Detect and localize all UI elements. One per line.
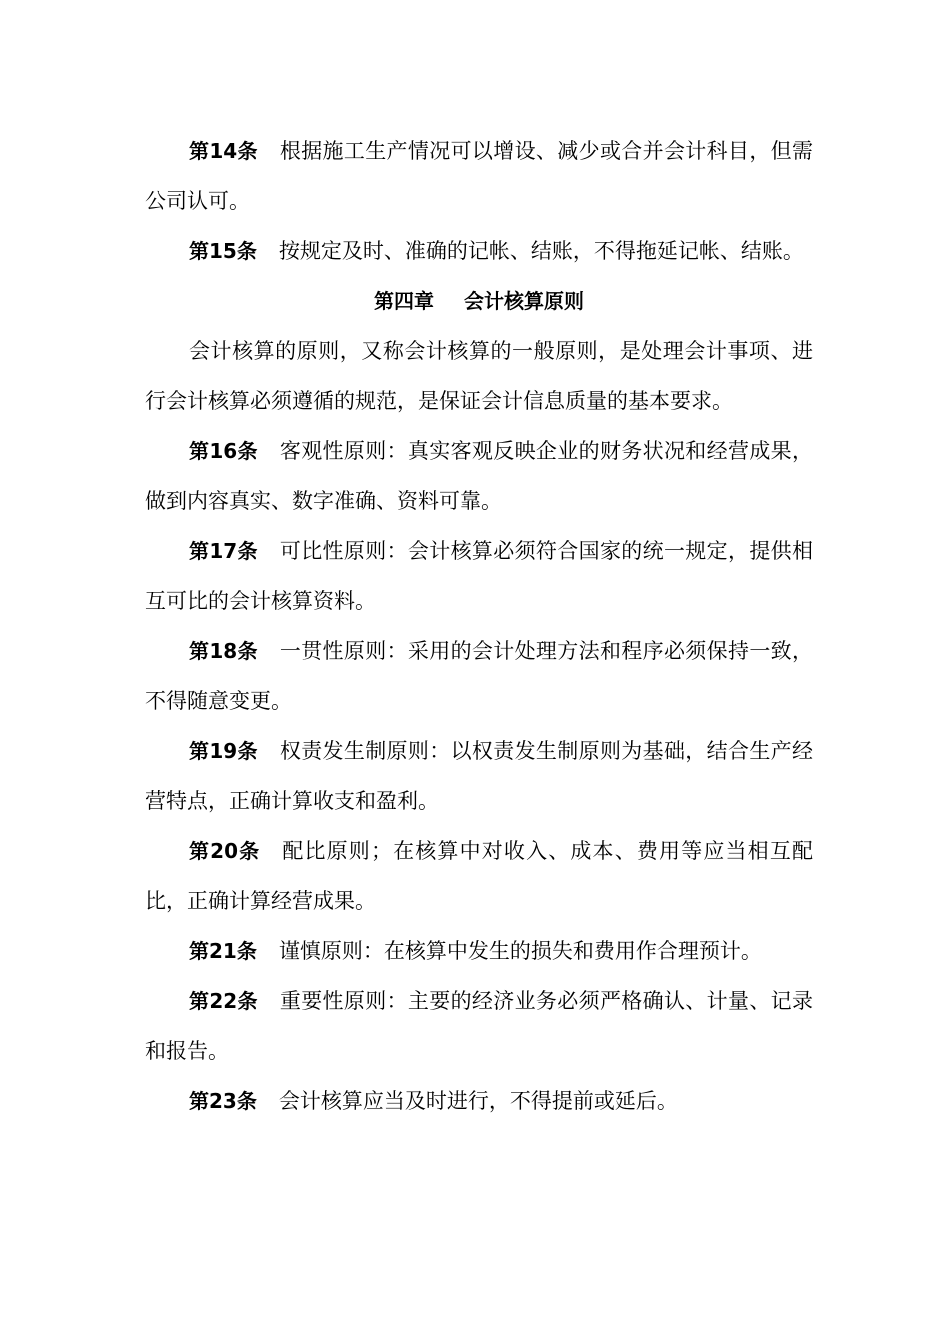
article-text: 重要性原则：主要的经济业务必须严格确认、计量、记录和报告。 [145, 989, 813, 1063]
article-text: 根据施工生产情况可以增设、减少或合并会计科目，但需公司认可。 [145, 139, 813, 213]
article-14-paragraph [145, 126, 813, 226]
chapter-intro-paragraph: 会计核算的原则，又称会计核算的一般原则，是处理会计事项、进行会计核算必须遵循的规范，是保证会计信息质量的基本要求。 [145, 339, 813, 413]
article-number: 第16条 [189, 439, 258, 463]
article-text: 客观性原则：真实客观反映企业的财务状况和经营成果，做到内容真实、数字准确、资料可靠。 [145, 439, 813, 513]
document-body [145, 126, 813, 1126]
article-number: 第22条 [189, 989, 258, 1013]
article-text: 权责发生制原则：以权责发生制原则为基础，结合生产经营特点，正确计算收支和盈利。 [145, 739, 813, 813]
chapter-title: 会计核算原则 [464, 289, 584, 313]
article-number: 第21条 [189, 939, 257, 963]
article-number: 第23条 [189, 1089, 257, 1113]
article-20-paragraph [145, 826, 813, 926]
article-number: 第15条 [189, 239, 257, 263]
article-16-paragraph [145, 426, 813, 526]
article-17-paragraph [145, 526, 813, 626]
chapter-number: 第四章 [374, 289, 434, 313]
article-text: 会计核算应当及时进行，不得提前或延后。 [278, 1089, 678, 1113]
article-text: 谨慎原则：在核算中发生的损失和费用作合理预计。 [278, 939, 762, 963]
article-21-paragraph [145, 926, 813, 976]
article-number: 第20条 [189, 839, 261, 863]
article-23-paragraph [145, 1076, 813, 1126]
article-text: 一贯性原则：采用的会计处理方法和程序必须保持一致，不得随意变更。 [145, 639, 813, 713]
article-number: 第17条 [189, 539, 258, 563]
article-19-paragraph [145, 726, 813, 826]
article-18-paragraph [145, 626, 813, 726]
article-22-paragraph [145, 976, 813, 1076]
chapter-heading [145, 276, 813, 326]
article-number: 第18条 [189, 639, 258, 663]
article-15-paragraph [145, 226, 813, 276]
article-number: 第14条 [189, 139, 258, 163]
article-number: 第19条 [189, 739, 258, 763]
article-text: 配比原则；在核算中对收入、成本、费用等应当相互配比，正确计算经营成果。 [145, 839, 813, 913]
article-text: 可比性原则：会计核算必须符合国家的统一规定，提供相互可比的会计核算资料。 [145, 539, 813, 613]
article-text: 按规定及时、准确的记帐、结账，不得拖延记帐、结账。 [278, 239, 804, 263]
